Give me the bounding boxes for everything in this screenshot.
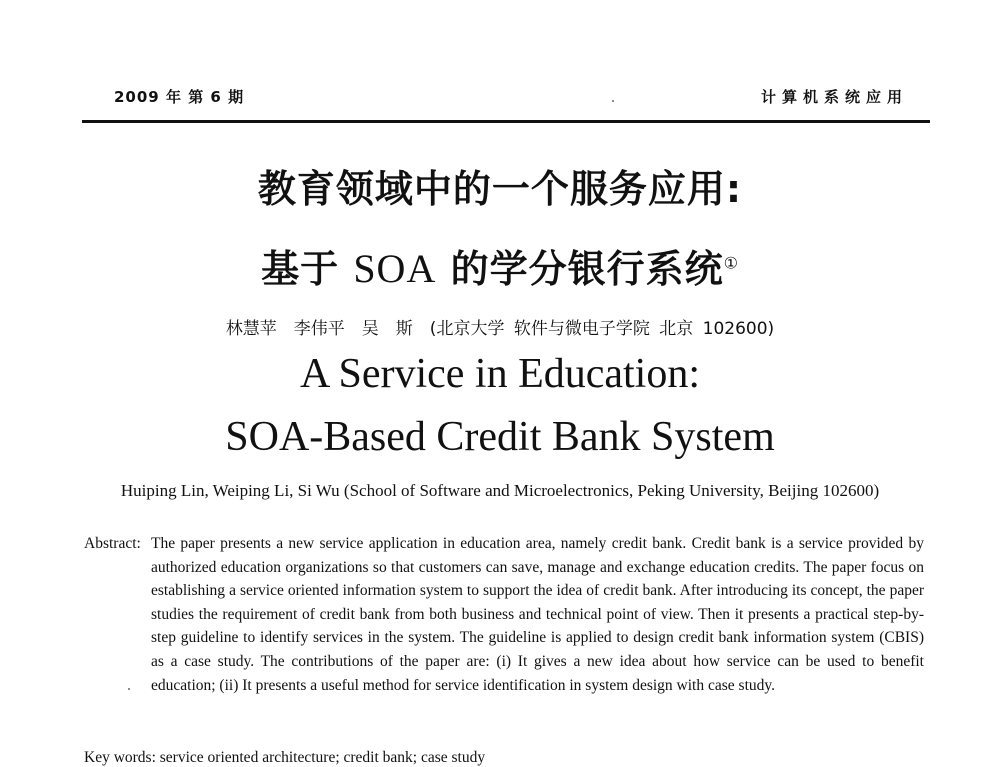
authors-cn: 林慧苹 李伟平 吴 斯 (北京大学 软件与微电子学院 北京 102600) [225, 319, 775, 339]
title-cn-line1: 教育领域中的一个服务应用: [257, 167, 743, 211]
journal-issue: 2009 年 第 6 期 [114, 88, 245, 106]
title-cn-line2-prefix: 基于 [261, 247, 354, 291]
authors-en: Huiping Lin, Weiping Li, Si Wu (School of Software and Microelectronics, Peking University, Beijing 102600) [120, 481, 880, 500]
title-en-line1: A Service in Education: [299, 351, 701, 397]
scan-speck [612, 100, 614, 102]
journal-name: 计算机系统应用 [760, 88, 908, 106]
title-en-line2: SOA-Based Credit Bank System [225, 414, 775, 460]
abstract-label: Abstract: [84, 535, 141, 552]
title-cn-latin: SOA [353, 246, 437, 291]
scan-speck [128, 688, 130, 690]
abstract-text: The paper presents a new service application in education area, namely credit bank. Credit bank is a service provided by authorized education organizations so that customers can save, manage and exchange education credits. The paper focus on establishing a service oriented information system to support the idea of credit bank. After introducing its concept, the paper studies the requirement of credit bank from both business and technical point of view. Then it presents a practical step-by-step guideline to identify services in the system. The guideline is applied to design credit bank information system (CBIS) as a case study. The contributions of the paper are: (i) It gives a new idea about how service can be used to benefit education; (ii) It presents a useful method for service identification in system design with case study. [151, 535, 924, 694]
header-rule [82, 120, 930, 123]
abstract [84, 532, 924, 697]
keywords: Key words: service oriented architecture; credit bank; case study [84, 749, 486, 766]
title-cn-line2 [0, 238, 1000, 293]
title-cn-line2-suffix: 的学分银行系统 [436, 247, 724, 291]
footnote-mark: ① [723, 253, 739, 273]
